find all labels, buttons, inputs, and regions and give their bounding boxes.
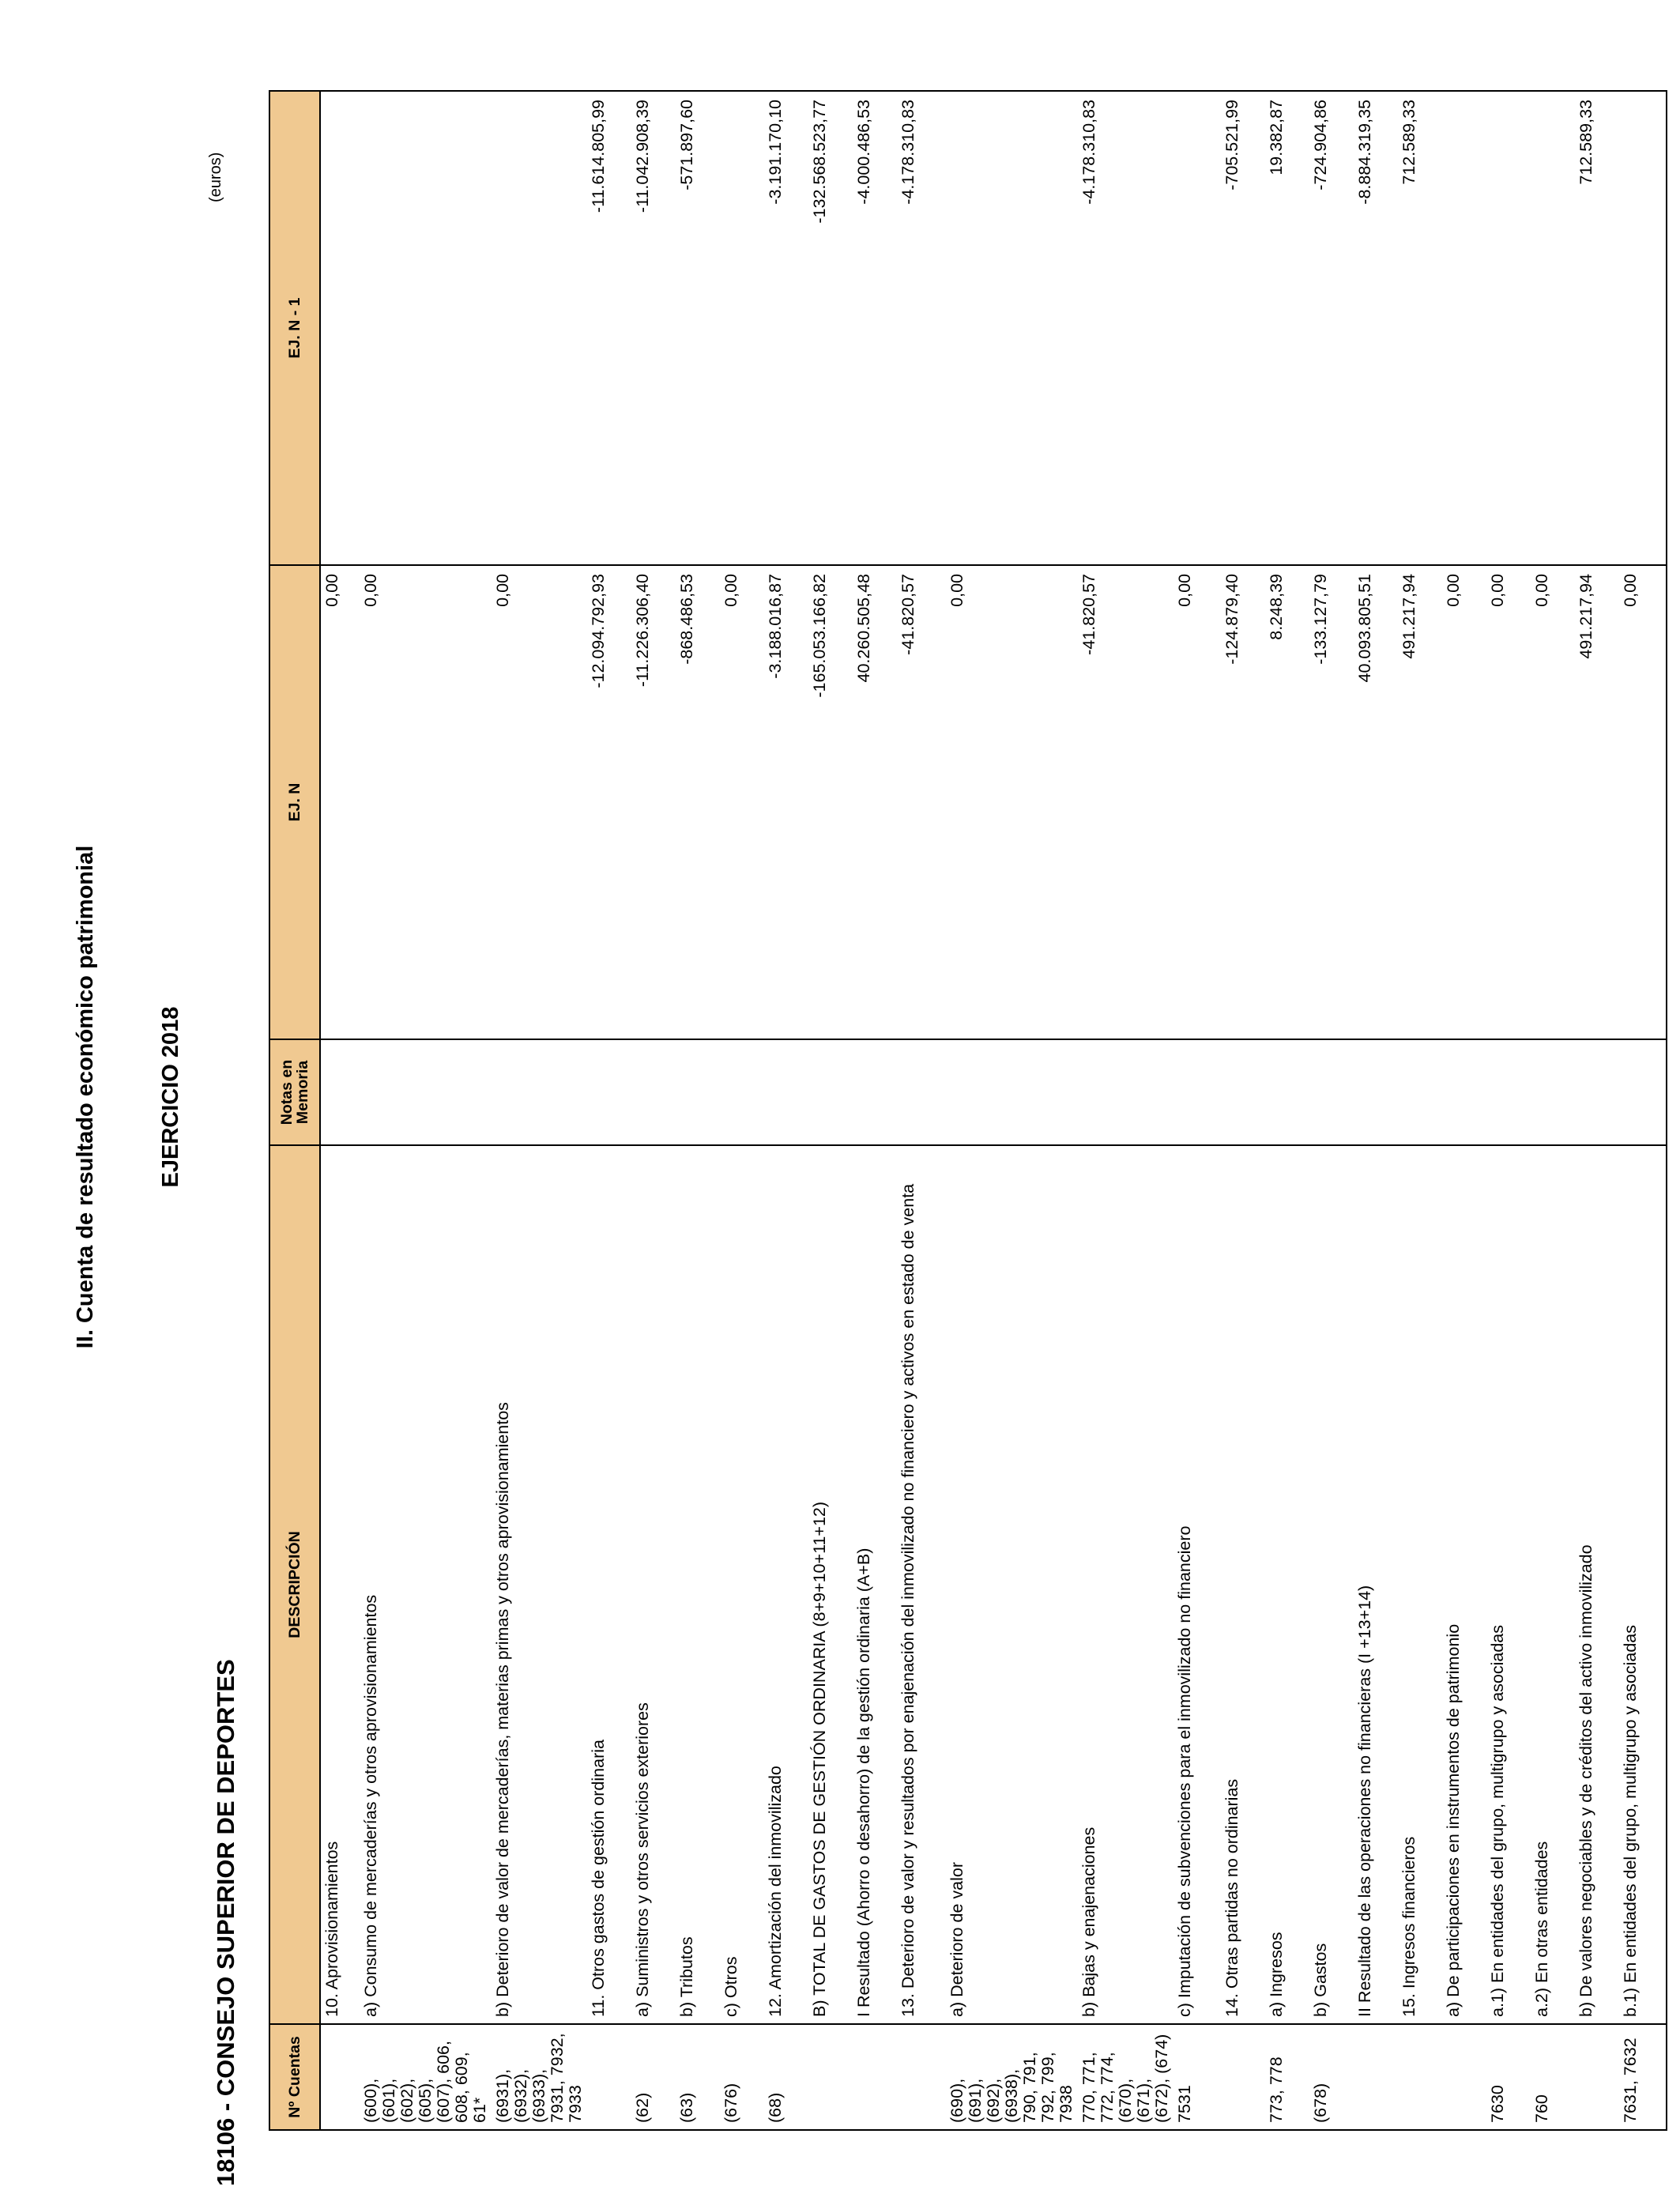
header-year-n: EJ. N xyxy=(269,565,320,1039)
cell-description: a) De participaciones en instrumentos de patrimonio xyxy=(1442,1145,1486,2024)
cell-description: B) TOTAL DE GASTOS DE GESTIÓN ORDINARIA (8+9+10+11+12) xyxy=(808,1145,853,2024)
cell-description: 11. Otros gastos de gestión ordinaria xyxy=(587,1145,631,2024)
cell-notes xyxy=(808,1039,853,1145)
cell-year-n1: -132.568.523,77 xyxy=(808,91,853,565)
cell-description: 13. Deterioro de valor y resultados por enajenación del inmovilizado no financiero y activos en estado de venta xyxy=(897,1145,946,2024)
cell-accounts xyxy=(320,2024,360,2130)
cell-year-n1: -11.614.805,99 xyxy=(587,91,631,565)
table-row xyxy=(1575,91,1619,2130)
table-row xyxy=(1531,91,1575,2130)
cell-description: c) Otros xyxy=(720,1145,764,2024)
cell-description: a.2) En otras entidades xyxy=(1531,1145,1575,2024)
cell-accounts: (63) xyxy=(676,2024,720,2130)
cell-year-n1 xyxy=(320,91,360,565)
cell-notes xyxy=(1221,1039,1265,1145)
cell-notes xyxy=(1265,1039,1309,1145)
cell-notes xyxy=(1442,1039,1486,1145)
cell-year-n1: -3.191.170,10 xyxy=(764,91,808,565)
table-row xyxy=(1619,91,1667,2130)
cell-year-n: -12.094.792,93 xyxy=(587,565,631,1039)
cell-description: b) Deterioro de valor de mercaderías, materias primas y otros aprovisionamientos xyxy=(492,1145,587,2024)
cell-notes xyxy=(676,1039,720,1145)
table-row xyxy=(1173,91,1221,2130)
cell-notes xyxy=(1531,1039,1575,1145)
cell-description: II Resultado de las operaciones no financieras (I +13+14) xyxy=(1354,1145,1398,2024)
cell-description: b) Tributos xyxy=(676,1145,720,2024)
table-row xyxy=(946,91,1078,2130)
table-row xyxy=(1078,91,1173,2130)
cell-year-n: 0,00 xyxy=(320,565,360,1039)
table-row xyxy=(631,91,676,2130)
cell-year-n1 xyxy=(1442,91,1486,565)
cell-accounts: 760 xyxy=(1531,2024,1575,2130)
header-year-n1: EJ. N - 1 xyxy=(269,91,320,565)
cell-notes xyxy=(587,1039,631,1145)
cell-accounts: 770, 771, 772, 774, (670), (671), (672), (674) xyxy=(1078,2024,1173,2130)
cell-accounts: (676) xyxy=(720,2024,764,2130)
cell-year-n1 xyxy=(946,91,1078,565)
table-row xyxy=(808,91,853,2130)
currency-note: (euros) xyxy=(207,152,224,202)
table-row xyxy=(676,91,720,2130)
table-row xyxy=(764,91,808,2130)
cell-accounts xyxy=(1354,2024,1398,2130)
header-accounts: Nº Cuentas xyxy=(269,2024,320,2130)
cell-accounts: (678) xyxy=(1309,2024,1354,2130)
cell-description: b) Gastos xyxy=(1309,1145,1354,2024)
cell-year-n1: -4.178.310,83 xyxy=(1078,91,1173,565)
cell-notes xyxy=(853,1039,897,1145)
cell-year-n: 0,00 xyxy=(1173,565,1221,1039)
report-title: II. Cuenta de resultado económico patrimonial xyxy=(73,845,98,1349)
cell-description: a) Deterioro de valor xyxy=(946,1145,1078,2024)
cell-year-n1: -705.521,99 xyxy=(1221,91,1265,565)
cell-year-n: 0,00 xyxy=(492,565,587,1039)
cell-notes xyxy=(1309,1039,1354,1145)
cell-year-n1: -8.884.319,35 xyxy=(1354,91,1398,565)
cell-accounts xyxy=(1398,2024,1442,2130)
cell-year-n: 0,00 xyxy=(720,565,764,1039)
cell-year-n: 0,00 xyxy=(1442,565,1486,1039)
cell-year-n: 0,00 xyxy=(1486,565,1531,1039)
cell-description: 12. Amortización del inmovilizado xyxy=(764,1145,808,2024)
cell-year-n: -11.226.306,40 xyxy=(631,565,676,1039)
cell-notes xyxy=(320,1039,360,1145)
entity-title: 18106 - CONSEJO SUPERIOR DE DEPORTES xyxy=(212,1659,239,2186)
cell-accounts: 773, 778 xyxy=(1265,2024,1309,2130)
cell-year-n1 xyxy=(492,91,587,565)
cell-notes xyxy=(1486,1039,1531,1145)
table-row xyxy=(853,91,897,2130)
cell-year-n1 xyxy=(360,91,492,565)
table-row xyxy=(1398,91,1442,2130)
cell-description: a.1) En entidades del grupo, multigrupo y asociadas xyxy=(1486,1145,1531,2024)
cell-year-n: -133.127,79 xyxy=(1309,565,1354,1039)
cell-description: a) Ingresos xyxy=(1265,1145,1309,2024)
income-statement-table xyxy=(269,90,1667,2131)
header-notes: Notas en Memoria xyxy=(269,1039,320,1145)
cell-year-n: -41.820,57 xyxy=(897,565,946,1039)
cell-year-n1: 712.589,33 xyxy=(1575,91,1619,565)
cell-notes xyxy=(360,1039,492,1145)
cell-notes xyxy=(946,1039,1078,1145)
cell-notes xyxy=(1078,1039,1173,1145)
table-row xyxy=(1486,91,1531,2130)
cell-year-n1: 712.589,33 xyxy=(1398,91,1442,565)
cell-description: c) Imputación de subvenciones para el inmovilizado no financiero xyxy=(1173,1145,1221,2024)
header-description: DESCRIPCIÓN xyxy=(269,1145,320,2024)
cell-year-n: 40.093.805,51 xyxy=(1354,565,1398,1039)
cell-accounts xyxy=(897,2024,946,2130)
table-header-row xyxy=(269,91,320,2130)
cell-year-n: 0,00 xyxy=(1531,565,1575,1039)
cell-year-n: 491.217,94 xyxy=(1398,565,1442,1039)
cell-accounts: (62) xyxy=(631,2024,676,2130)
cell-year-n: -124.879,40 xyxy=(1221,565,1265,1039)
cell-year-n: 40.260.505,48 xyxy=(853,565,897,1039)
cell-year-n: -165.053.166,82 xyxy=(808,565,853,1039)
cell-description: b) De valores negociables y de créditos del activo inmovilizado xyxy=(1575,1145,1619,2024)
cell-accounts xyxy=(1442,2024,1486,2130)
cell-accounts xyxy=(853,2024,897,2130)
cell-year-n: 491.217,94 xyxy=(1575,565,1619,1039)
table-row xyxy=(897,91,946,2130)
cell-notes xyxy=(492,1039,587,1145)
table-body xyxy=(320,91,1667,2130)
cell-description: b.1) En entidades del grupo, multigrupo y asociadas xyxy=(1619,1145,1667,2024)
cell-notes xyxy=(764,1039,808,1145)
cell-notes xyxy=(1398,1039,1442,1145)
cell-description: I Resultado (Ahorro o desahorro) de la gestión ordinaria (A+B) xyxy=(853,1145,897,2024)
cell-accounts: (6931), (6932), (6933), 7931, 7932, 7933 xyxy=(492,2024,587,2130)
cell-accounts: 7531 xyxy=(1173,2024,1221,2130)
cell-notes xyxy=(1575,1039,1619,1145)
cell-year-n: 8.248,39 xyxy=(1265,565,1309,1039)
cell-year-n1 xyxy=(1486,91,1531,565)
cell-description: 15. Ingresos financieros xyxy=(1398,1145,1442,2024)
cell-accounts xyxy=(1221,2024,1265,2130)
cell-description: a) Suministros y otros servicios exteriores xyxy=(631,1145,676,2024)
cell-year-n1 xyxy=(720,91,764,565)
cell-notes xyxy=(720,1039,764,1145)
cell-year-n1: 19.382,87 xyxy=(1265,91,1309,565)
cell-year-n1 xyxy=(1619,91,1667,565)
table-row xyxy=(720,91,764,2130)
cell-accounts: 7630 xyxy=(1486,2024,1531,2130)
cell-notes xyxy=(897,1039,946,1145)
cell-notes xyxy=(1354,1039,1398,1145)
cell-description: 14. Otras partidas no ordinarias xyxy=(1221,1145,1265,2024)
table-row xyxy=(492,91,587,2130)
exercise-title: EJERCICIO 2018 xyxy=(158,1006,183,1188)
table-row xyxy=(320,91,360,2130)
cell-year-n: 0,00 xyxy=(1619,565,1667,1039)
cell-year-n1: -571.897,60 xyxy=(676,91,720,565)
cell-year-n: -868.486,53 xyxy=(676,565,720,1039)
cell-notes xyxy=(1619,1039,1667,1145)
cell-year-n1 xyxy=(1173,91,1221,565)
cell-accounts xyxy=(808,2024,853,2130)
cell-accounts xyxy=(1575,2024,1619,2130)
table-row xyxy=(1221,91,1265,2130)
cell-description: a) Consumo de mercaderías y otros aprovisionamientos xyxy=(360,1145,492,2024)
cell-year-n1: -724.904,86 xyxy=(1309,91,1354,565)
cell-notes xyxy=(1173,1039,1221,1145)
table-row xyxy=(1442,91,1486,2130)
cell-year-n: -41.820,57 xyxy=(1078,565,1173,1039)
cell-description: 10. Aprovisionamientos xyxy=(320,1145,360,2024)
table-row xyxy=(360,91,492,2130)
cell-accounts: 7631, 7632 xyxy=(1619,2024,1667,2130)
cell-year-n: 0,00 xyxy=(946,565,1078,1039)
cell-year-n1: -4.000.486,53 xyxy=(853,91,897,565)
cell-year-n: 0,00 xyxy=(360,565,492,1039)
cell-year-n1: -4.178.310,83 xyxy=(897,91,946,565)
cell-accounts: (690), (691), (692), (6938), 790, 791, 792, 799, 7938 xyxy=(946,2024,1078,2130)
cell-accounts xyxy=(587,2024,631,2130)
table-row xyxy=(1265,91,1309,2130)
cell-accounts: (68) xyxy=(764,2024,808,2130)
table-row xyxy=(1309,91,1354,2130)
cell-accounts: (600), (601), (602), (605), (607), 606, 608, 609, 61* xyxy=(360,2024,492,2130)
cell-description: b) Bajas y enajenaciones xyxy=(1078,1145,1173,2024)
cell-year-n: -3.188.016,87 xyxy=(764,565,808,1039)
table-row xyxy=(587,91,631,2130)
cell-year-n1 xyxy=(1531,91,1575,565)
cell-notes xyxy=(631,1039,676,1145)
cell-year-n1: -11.042.908,39 xyxy=(631,91,676,565)
table-row xyxy=(1354,91,1398,2130)
